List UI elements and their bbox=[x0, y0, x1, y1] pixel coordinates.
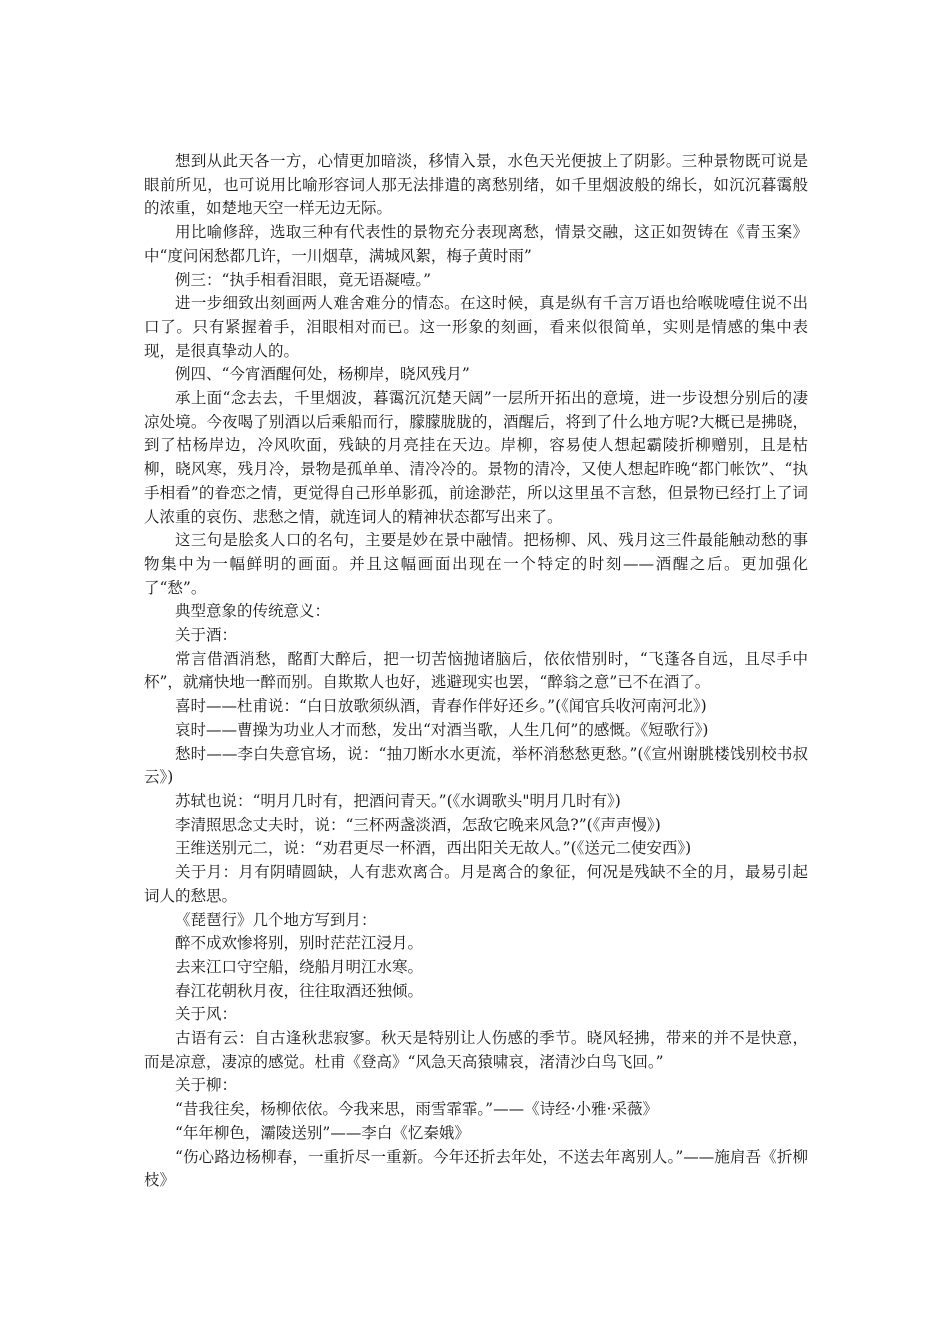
paragraph: 李清照思念丈夫时，说：“三杯两盏淡酒，怎敌它晚来风急?”(《声声慢》) bbox=[175, 815, 661, 834]
paragraph: 关于柳： bbox=[175, 1076, 238, 1095]
paragraph: “年年柳色，灞陵送别”——李白《忆秦娥》 bbox=[175, 1123, 470, 1142]
paragraph: 典型意象的传统意义： bbox=[175, 602, 331, 621]
paragraph: 古语有云：自古逢秋悲寂寥。秋天是特别让人伤感的季节。晓风轻拂，带来的并不是快意，而是凉意，凄凉的感觉。杜甫《登高》“风急天高猿啸哀，渚清沙白鸟飞回。” bbox=[144, 1029, 808, 1071]
paragraph: “伤心路边杨柳春，一重折尽一重新。今年还折去年处，不送去年离别人。”——施肩吾《折柳枝》 bbox=[144, 1147, 808, 1190]
paragraph: 关于风： bbox=[175, 1005, 238, 1024]
paragraph: 《琵琶行》几个地方写到月： bbox=[175, 910, 377, 929]
paragraph: 愁时——李白失意官场，说：“抽刀断水水更流，举杯消愁愁更愁。”(《宣州谢朓楼饯别校书叔云》) bbox=[144, 744, 808, 787]
paragraph: 醉不成欢惨将别，别时茫茫江浸月。 bbox=[175, 934, 424, 953]
document-body bbox=[144, 150, 808, 1193]
paragraph: 常言借酒消愁，酩酊大醉后，把一切苦恼抛诸脑后，依依惜别时，“飞蓬各自远，且尽手中杯”，就痛快地一醉而别。自欺欺人也好，逃避现实也罢，“醉翁之意”已不在酒了。 bbox=[144, 649, 808, 692]
paragraph: 关于月：月有阴晴圆缺，人有悲欢离合。月是离合的象征，何况是残缺不全的月，最易引起词人的愁思。 bbox=[144, 863, 808, 905]
paragraph: 例四、“今宵酒醒何处，杨柳岸，晓风残月” bbox=[175, 365, 470, 384]
paragraph: 春江花朝秋月夜，往往取酒还独倾。 bbox=[175, 981, 424, 1000]
paragraph: 这三句是脍炙人口的名句，主要是妙在景中融情。把杨柳、风、残月这三件最能触动愁的事物集中为一幅鲜明的画面。并且这幅画面出现在一个特定的时刻——酒醒之后。更加强化了“愁”。 bbox=[144, 531, 808, 597]
paragraph: “昔我往矣，杨柳依依。今我来思，雨雪霏霏。”——《诗经·小雅·采薇》 bbox=[175, 1100, 658, 1119]
paragraph: 王维送别元二，说：“劝君更尽一杯酒，西出阳关无故人。”(《送元二使安西》) bbox=[175, 839, 692, 858]
paragraph: 哀时——曹操为功业人才而愁，发出“对酒当歌，人生几何”的感慨。《短歌行》) bbox=[175, 720, 709, 739]
paragraph: 关于酒： bbox=[175, 626, 238, 645]
paragraph: 承上面“念去去，千里烟波，暮霭沉沉楚天阔”一层所开拓出的意境，进一步设想分别后的凄凉处境。今夜喝了别酒以后乘船而行，朦朦胧胧的，酒醒后，将到了什么地方呢?大概已是拂晓，到了枯杨岸边，冷风吹面，残缺的月亮挂在天边。岸柳，容易使人想起霸陵折柳赠别，且是枯柳，晓风寒，残月冷，景物是孤单单、清冷冷的。景物的清冷，又使人想起昨晚“都门帐饮”、“执手相看”的眷恋之情，更觉得自己形单影孤，前途渺茫，所以这里虽不言愁，但景物已经打上了词人浓重的哀伤、悲愁之情，就连词人的精神状态都写出来了。 bbox=[144, 389, 808, 526]
paragraph: 想到从此天各一方，心情更加暗淡，移情入景，水色天光便披上了阴影。三种景物既可说是眼前所见，也可说用比喻形容词人那无法排遣的离愁别绪，如千里烟波般的绵长，如沉沉暮霭般的浓重，如楚地天空一样无边无际。 bbox=[144, 152, 808, 218]
paragraph: 进一步细致出刻画两人难舍难分的情态。在这时候，真是纵有千言万语也给喉咙噎住说不出口了。只有紧握着手，泪眼相对而已。这一形象的刻画，看来似很简单，实则是情感的集中表现，是很真挚动人的。 bbox=[144, 294, 808, 360]
paragraph: 例三：“执手相看泪眼，竟无语凝噎。” bbox=[175, 270, 432, 289]
paragraph: 用比喻修辞，选取三种有代表性的景物充分表现离愁，情景交融，这正如贺铸在《青玉案》中“度问闲愁都几许，一川烟草，满城风絮，梅子黄时雨” bbox=[144, 223, 808, 265]
paragraph: 喜时——杜甫说：“白日放歌须纵酒，青春作伴好还乡。”(《闻官兵收河南河北》) bbox=[175, 697, 707, 716]
paragraph: 苏轼也说：“明月几时有，把酒问青天。”(《水调歌头"明月几时有》) bbox=[175, 791, 621, 810]
paragraph: 去来江口守空船，绕船月明江水寒。 bbox=[175, 957, 424, 976]
